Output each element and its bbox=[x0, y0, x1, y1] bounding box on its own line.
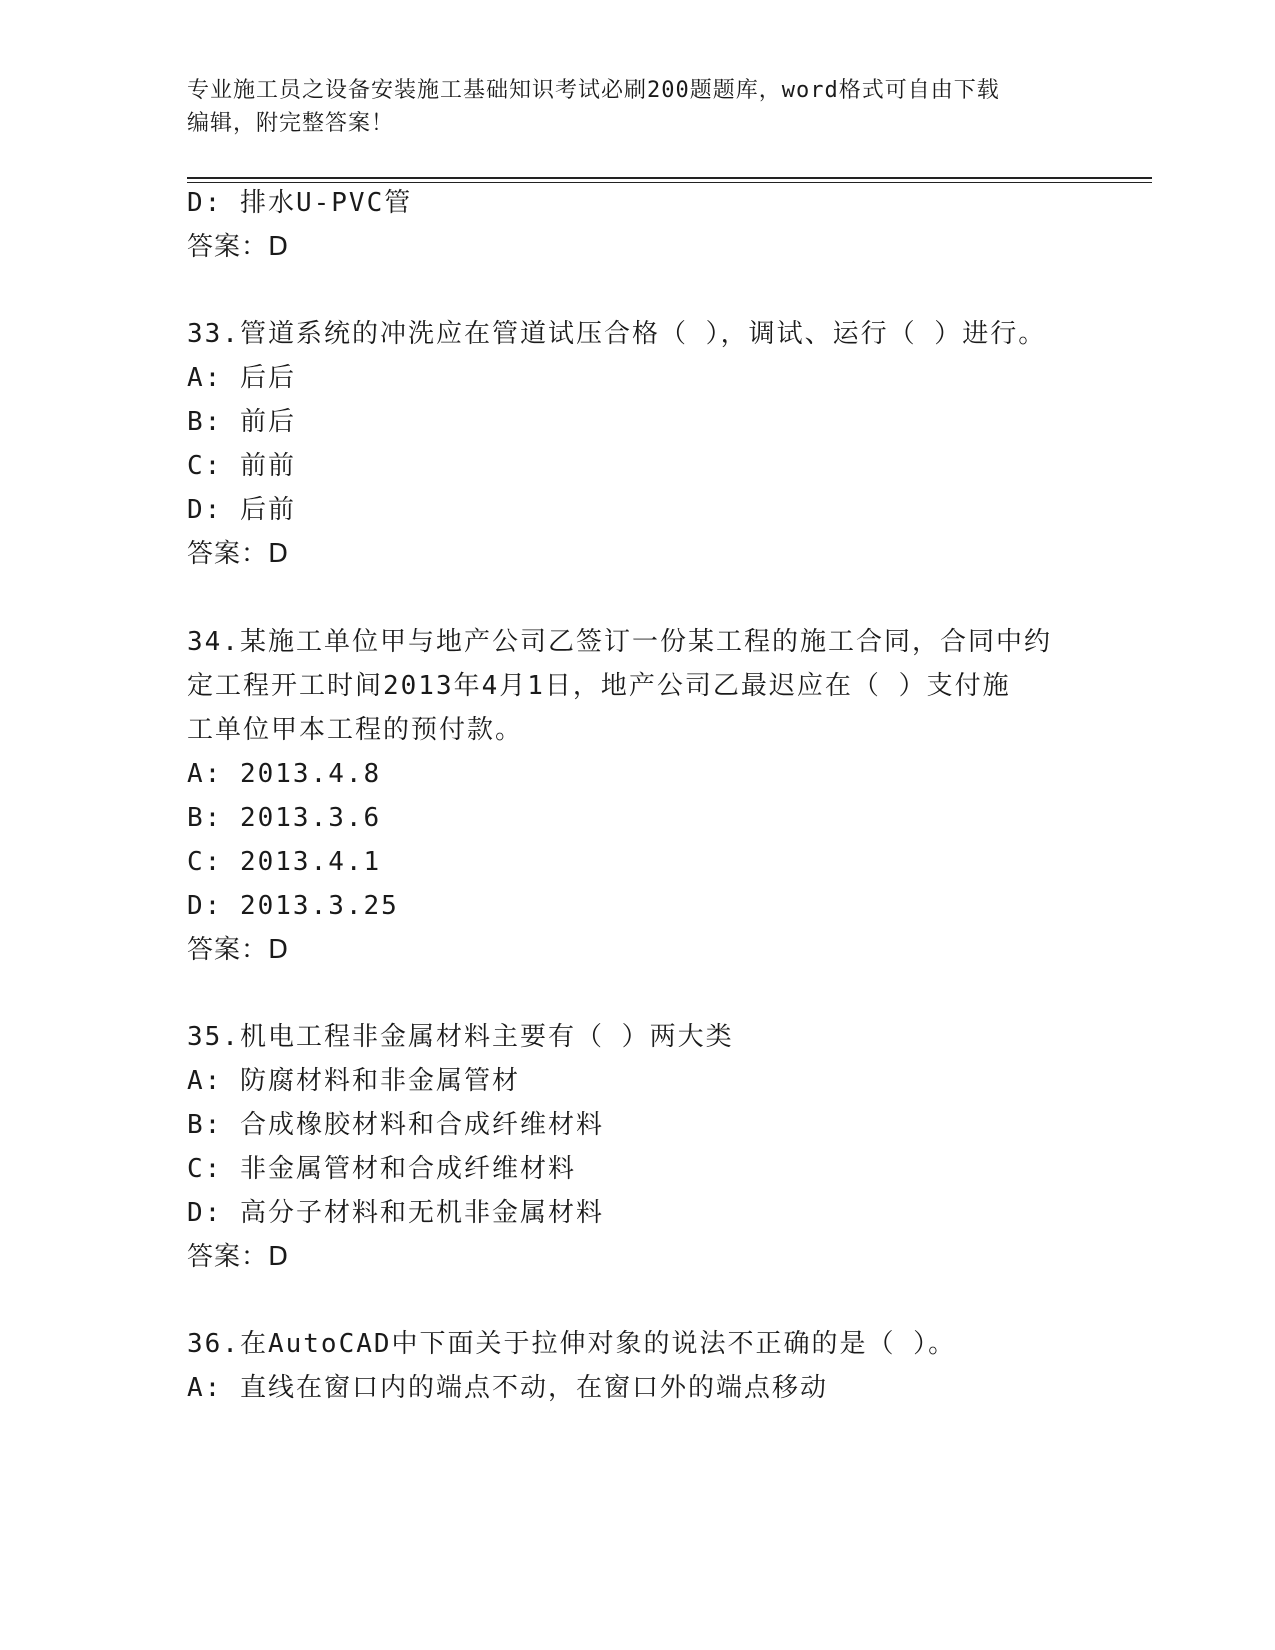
header-divider-thick bbox=[187, 177, 1152, 179]
header-line-2: 编辑，附完整答案！ bbox=[187, 111, 395, 136]
q34-answer: 答案：D bbox=[187, 935, 290, 965]
q35-stem: 35.机电工程非金属材料主要有（ ）两大类 bbox=[187, 1022, 734, 1052]
q33-option-b: B: 前后 bbox=[187, 407, 296, 437]
q36-option-a: A: 直线在窗口内的端点不动，在窗口外的端点移动 bbox=[187, 1373, 828, 1403]
q33-option-a: A: 后后 bbox=[187, 363, 296, 393]
q34-stem-line-2: 定工程开工时间2013年4月1日，地产公司乙最迟应在（ ）支付施 bbox=[187, 671, 1011, 701]
q33-option-c: C: 前前 bbox=[187, 451, 296, 481]
q35-option-c: C: 非金属管材和合成纤维材料 bbox=[187, 1154, 576, 1184]
header-line-1: 专业施工员之设备安装施工基础知识考试必刷200题题库，word格式可自由下载 bbox=[187, 78, 1000, 103]
q34-option-b: B: 2013.3.6 bbox=[187, 803, 382, 833]
q34-option-d: D: 2013.3.25 bbox=[187, 891, 399, 921]
q34-option-c: C: 2013.4.1 bbox=[187, 847, 382, 877]
q34-option-a: A: 2013.4.8 bbox=[187, 759, 382, 789]
q36-stem: 36.在AutoCAD中下面关于拉伸对象的说法不正确的是（ ）。 bbox=[187, 1329, 957, 1359]
q32-answer: 答案：D bbox=[187, 232, 290, 262]
q34-stem-line-3: 工单位甲本工程的预付款。 bbox=[187, 715, 524, 745]
q33-stem: 33.管道系统的冲洗应在管道试压合格（ ），调试、运行（ ）进行。 bbox=[187, 319, 1047, 349]
q35-answer: 答案：D bbox=[187, 1242, 290, 1272]
q35-option-b: B: 合成橡胶材料和合成纤维材料 bbox=[187, 1110, 604, 1140]
q34-stem-line-1: 34.某施工单位甲与地产公司乙签订一份某工程的施工合同，合同中约 bbox=[187, 627, 1052, 657]
document-header bbox=[187, 74, 1087, 140]
q33-answer: 答案：D bbox=[187, 539, 290, 569]
q35-option-a: A: 防腐材料和非金属管材 bbox=[187, 1066, 520, 1096]
q32-option-d: D: 排水U-PVC管 bbox=[187, 188, 413, 218]
q33-option-d: D: 后前 bbox=[187, 495, 296, 525]
q35-option-d: D: 高分子材料和无机非金属材料 bbox=[187, 1198, 604, 1228]
